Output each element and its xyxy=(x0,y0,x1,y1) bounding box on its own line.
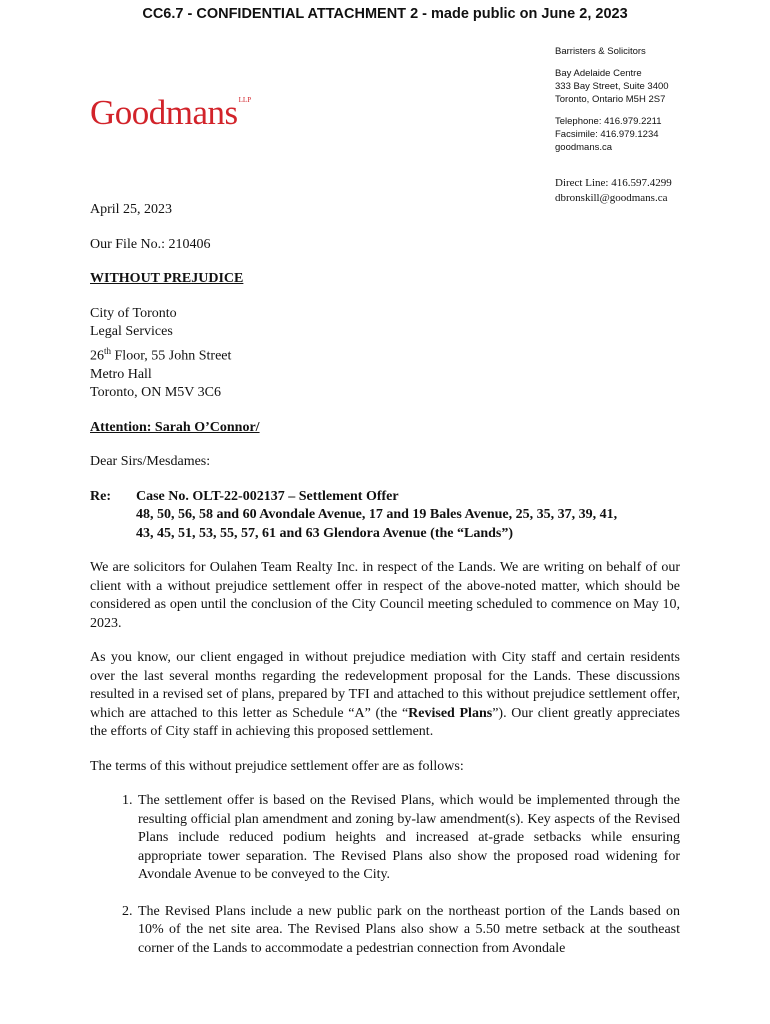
firm-facsimile: Facsimile: 416.979.1234 xyxy=(555,129,659,140)
re-line: 43, 45, 51, 53, 55, 57, 61 and 63 Glendora Avenue (the “Lands”) xyxy=(136,525,513,541)
direct-email-link[interactable]: dbronskill@goodmans.ca xyxy=(555,192,668,204)
paragraph-terms-intro: The terms of this without prejudice settlement offer are as follows: xyxy=(90,758,464,774)
confidential-banner: CC6.7 - CONFIDENTIAL ATTACHMENT 2 - made public on June 2, 2023 xyxy=(142,6,628,22)
re-line: 48, 50, 56, 58 and 60 Avondale Avenue, 17 and 19 Bales Avenue, 25, 35, 37, 39, 41, xyxy=(136,507,618,523)
firm-contact-block xyxy=(555,45,669,154)
paragraph-mediation: As you know, our client engaged in without prejudice mediation with City staff and certain residents over the last several months regarding the redevelopment proposal for the Lands. These discussions resulted in a revised set of plans, prepared by TFI and attached to this without prejudice settlement offer, which are attached to this letter as Schedule “A” (the “Revised Plans”). Our client greatly appreciates the efforts of City staff in achieving this proposed settlement. xyxy=(90,650,680,740)
recipient-line: City of Toronto xyxy=(90,305,177,321)
re-label: Re: xyxy=(90,488,111,504)
goodmans-logo xyxy=(90,95,250,130)
re-subject xyxy=(136,488,617,544)
recipient-line: Metro Hall xyxy=(90,366,152,382)
recipient-address xyxy=(90,305,680,403)
firm-title: Barristers & Solicitors xyxy=(555,46,646,57)
firm-website-link[interactable]: goodmans.ca xyxy=(555,142,613,153)
recipient-line: 26th Floor, 55 John Street xyxy=(90,345,232,364)
firm-address-line: Toronto, Ontario M5H 2S7 xyxy=(555,94,666,105)
logo-name: Goodmans xyxy=(90,93,238,132)
recipient-line: Legal Services xyxy=(90,324,173,339)
firm-address-line: 333 Bay Street, Suite 3400 xyxy=(555,81,669,92)
attention-line: Attention: Sarah O’Connor/ xyxy=(90,419,260,435)
re-block xyxy=(90,488,680,544)
salutation: Dear Sirs/Mesdames: xyxy=(90,454,211,470)
re-line: Case No. OLT-22-002137 – Settlement Offer xyxy=(136,488,399,504)
logo-suffix: LLP xyxy=(238,96,252,104)
term-item: 2. The Revised Plans include a new public park on the northeast portion of the Lands based on 10% of the net site area. The Revised Plans also show a 5.50 metre setback at the southeast corner of the Lands to accommodate a pedestrian connection from Avondale xyxy=(136,903,680,959)
recipient-line: Toronto, ON M5V 3C6 xyxy=(90,385,221,401)
term-item: 1. The settlement offer is based on the Revised Plans, which would be implemented through the resulting official plan amendment and zoning by-law amendment(s). Key aspects of the Revised Plans include reduced podium heights and increased at-grade setbacks while ensuring appropriate tower separation. The Revised Plans also show the proposed road widening for Avondale Avenue to be conveyed to the City. xyxy=(136,792,680,885)
firm-telephone: Telephone: 416.979.2211 xyxy=(555,116,662,127)
defined-term-revised-plans: Revised Plans xyxy=(408,705,493,721)
letter-date: April 25, 2023 xyxy=(90,202,173,217)
letter-body xyxy=(90,201,680,958)
without-prejudice-heading: WITHOUT PREJUDICE xyxy=(90,271,244,286)
paragraph-intro: We are solicitors for Oulahen Team Realty Inc. in respect of the Lands. We are writing on behalf of our client with a without prejudice settlement offer in respect of the above-noted matter, which should be considered as open until the conclusion of the City Council meeting scheduled to commence on May 10, 2023. xyxy=(90,560,680,631)
file-number: Our File No.: 210406 xyxy=(90,236,211,252)
direct-line: Direct Line: 416.597.4299 xyxy=(555,177,672,189)
terms-list xyxy=(90,792,680,958)
firm-address-line: Bay Adelaide Centre xyxy=(555,68,642,79)
